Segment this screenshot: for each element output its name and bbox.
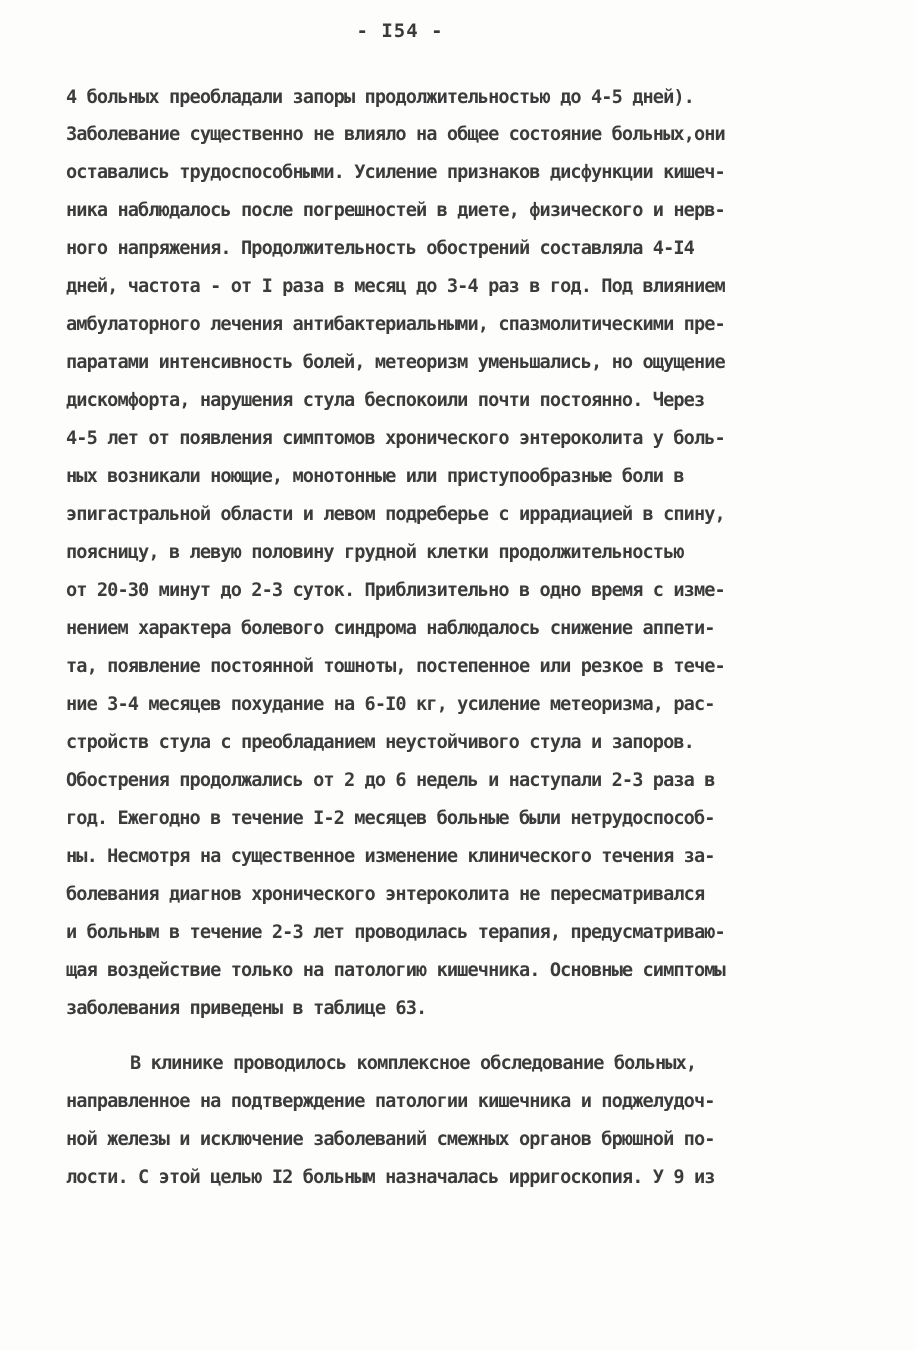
- text-line: направленное на подтверждение патологии кишечника и поджелудоч-: [66, 1091, 715, 1112]
- text-line: та, появление постоянной тошноты, постепенное или резкое в тече-: [66, 656, 725, 677]
- text-line: заболевания приведены в таблице 63.: [66, 998, 427, 1019]
- text-line: ных возникали ноющие, монотонные или приступообразные боли в: [66, 466, 684, 487]
- text-line: нением характера болевого синдрома наблюдалось снижение аппети-: [66, 618, 715, 639]
- text-line: лости. С этой целью I2 больным назначалась ирригоскопия. У 9 из: [66, 1167, 715, 1188]
- paragraph-first-line: В клинике проводилось комплексное обследование больных,: [130, 1053, 697, 1074]
- text-line: поясницу, в левую половину грудной клетки продолжительностью: [66, 542, 684, 563]
- text-line: Обострения продолжались от 2 до 6 недель и наступали 2-3 раза в: [66, 770, 715, 791]
- text-line: 4-5 лет от появления симптомов хронического энтероколита у боль-: [66, 428, 725, 449]
- text-line: дней, частота - от I раза в месяц до 3-4 раз в год. Под влиянием: [66, 276, 725, 297]
- text-line: 4 больных преобладали запоры продолжительностью до 4-5 дней).: [66, 87, 694, 108]
- text-line: паратами интенсивность болей, метеоризм уменьшались, но ощущение: [66, 352, 725, 373]
- text-line: щая воздействие только на патологию кишечника. Основные симптомы: [66, 960, 725, 981]
- text-line: год. Ежегодно в течение I-2 месяцев больные были нетрудоспособ-: [66, 808, 715, 829]
- text-line: дискомфорта, нарушения стула беспокоили почти постоянно. Через: [66, 390, 705, 411]
- text-line: от 20-30 минут до 2-3 суток. Приблизительно в одно время с изме-: [66, 580, 725, 601]
- text-line: ного напряжения. Продолжительность обострений составляла 4-I4: [66, 238, 694, 259]
- text-line: ника наблюдалось после погрешностей в диете, физического и нерв-: [66, 200, 725, 221]
- text-line: стройств стула с преобладанием неустойчивого стула и запоров.: [66, 732, 694, 753]
- text-line: амбулаторного лечения антибактериальными, спазмолитическими пре-: [66, 314, 725, 335]
- text-line: оставались трудоспособными. Усиление признаков дисфункции кишеч-: [66, 162, 725, 183]
- text-line: эпигастральной области и левом подреберье с иррадиацией в спину,: [66, 504, 725, 525]
- text-line: Заболевание существенно не влияло на общее состояние больных,они: [66, 124, 725, 145]
- text-line: ной железы и исключение заболеваний смежных органов брюшной по-: [66, 1129, 715, 1150]
- text-line: болевания диагнов хронического энтероколита не пересматривался: [66, 884, 705, 905]
- text-line: ны. Несмотря на существенное изменение клинического течения за-: [66, 846, 715, 867]
- text-line: ние 3-4 месяцев похудание на 6-I0 кг, усиление метеоризма, рас-: [66, 694, 715, 715]
- text-line: и больным в течение 2-3 лет проводилась терапия, предусматриваю-: [66, 922, 725, 943]
- page-number: - I54 -: [356, 20, 444, 42]
